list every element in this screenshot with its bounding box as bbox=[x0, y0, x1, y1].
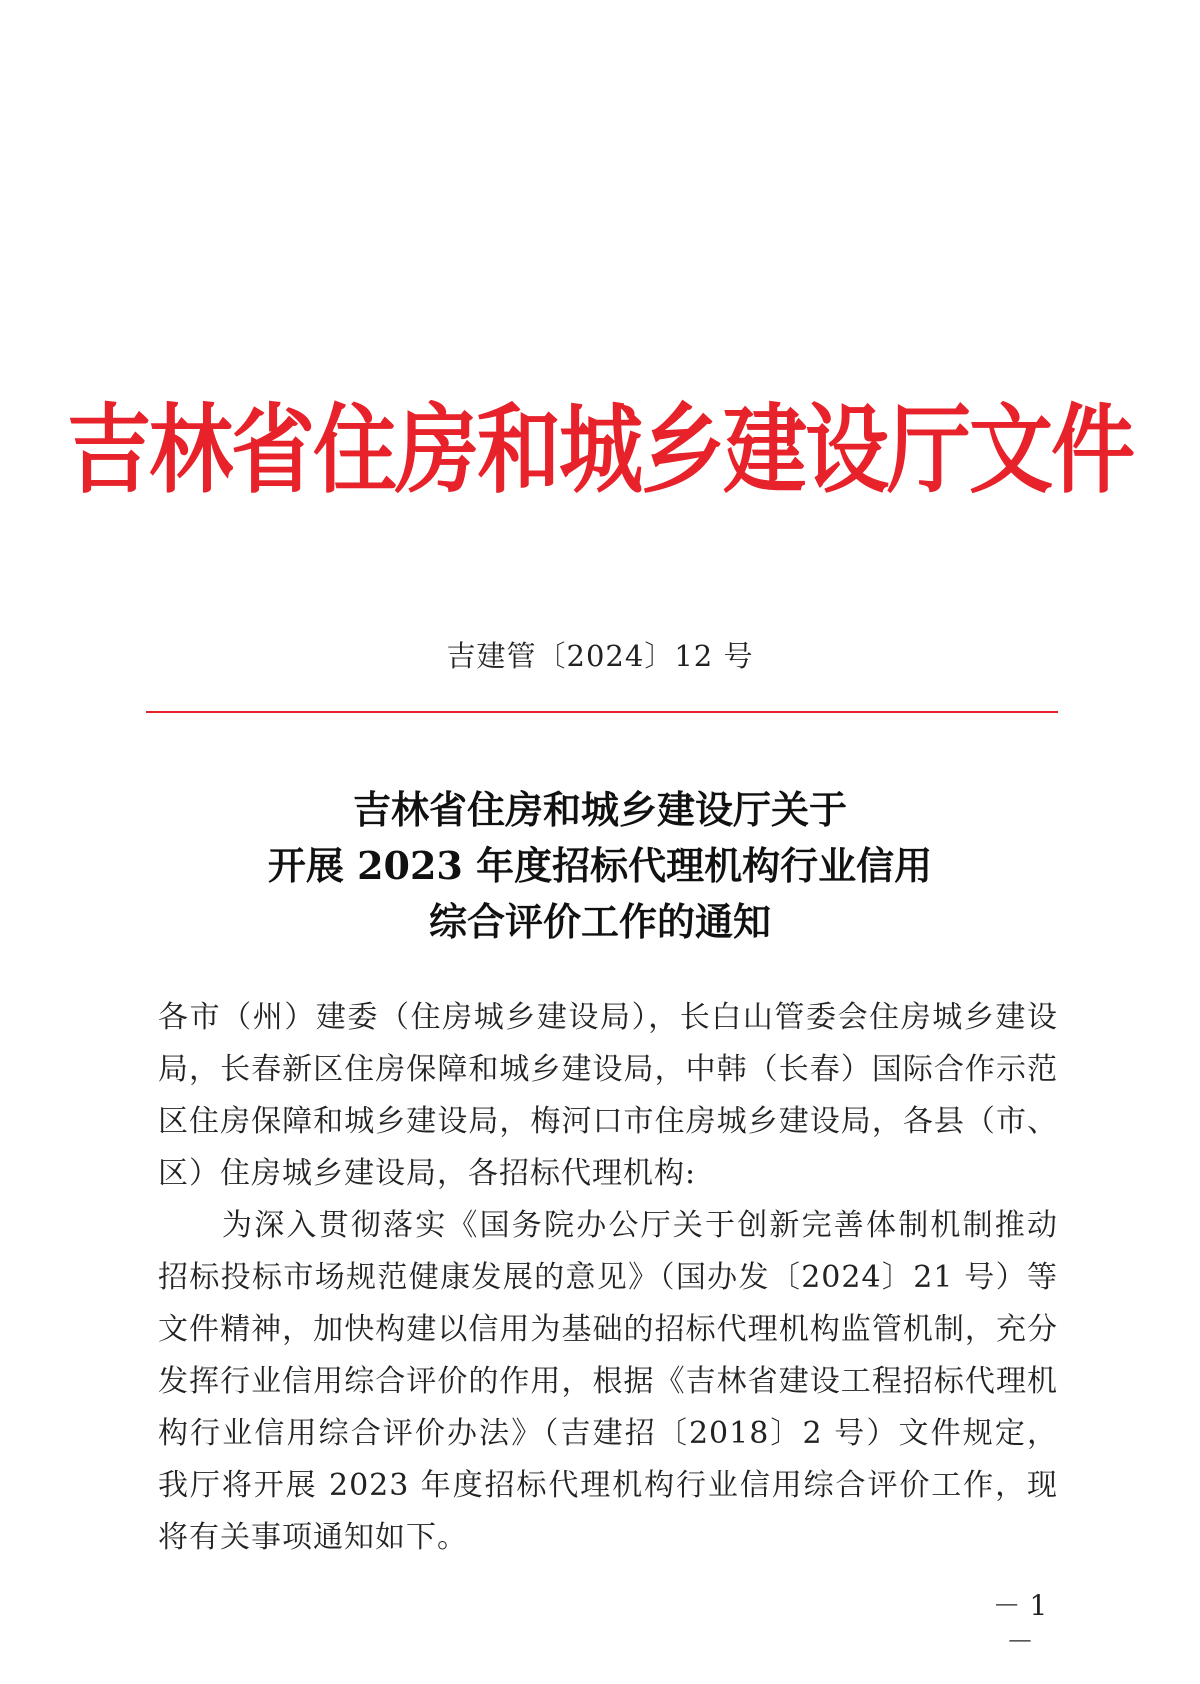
red-divider-line bbox=[146, 711, 1058, 713]
notice-title bbox=[0, 782, 1200, 950]
notice-title-line-1: 吉林省住房和城乡建设厅关于 bbox=[352, 787, 847, 832]
page-number: － 1 － bbox=[992, 1589, 1048, 1658]
body-paragraph-1: 为深入贯彻落实《国务院办公厅关于创新完善体制机制推动招标投标市场规范健康发展的意见》（国办发〔2024〕21 号）等文件精神，加快构建以信用为基础的招标代理机构监管机制，充分发挥行业信用综合评价的作用，根据《吉林省建设工程招标代理机构行业信用综合评价办法》（吉建招〔2018〕2 号）文件规定，我厅将开展 2023 年度招标代理机构行业信用综合评价工作，现将有关事项通知如下。 bbox=[158, 1208, 1058, 1555]
agency-header-title: 吉林省住房和城乡建设厅文件 bbox=[66, 393, 1133, 507]
document-number: 吉建管〔2024〕12 号 bbox=[446, 639, 754, 673]
notice-body bbox=[158, 992, 1058, 1564]
recipients-paragraph: 各市（州）建委（住房城乡建设局），长白山管委会住房城乡建设局，长春新区住房保障和城乡建设局，中韩（长春）国际合作示范区住房保障和城乡建设局，梅河口市住房城乡建设局，各县（市、区）住房城乡建设局，各招标代理机构: bbox=[158, 1000, 1058, 1191]
notice-title-line-3: 综合评价工作的通知 bbox=[428, 899, 771, 944]
notice-title-line-2: 开展 2023 年度招标代理机构行业信用 bbox=[267, 843, 933, 888]
